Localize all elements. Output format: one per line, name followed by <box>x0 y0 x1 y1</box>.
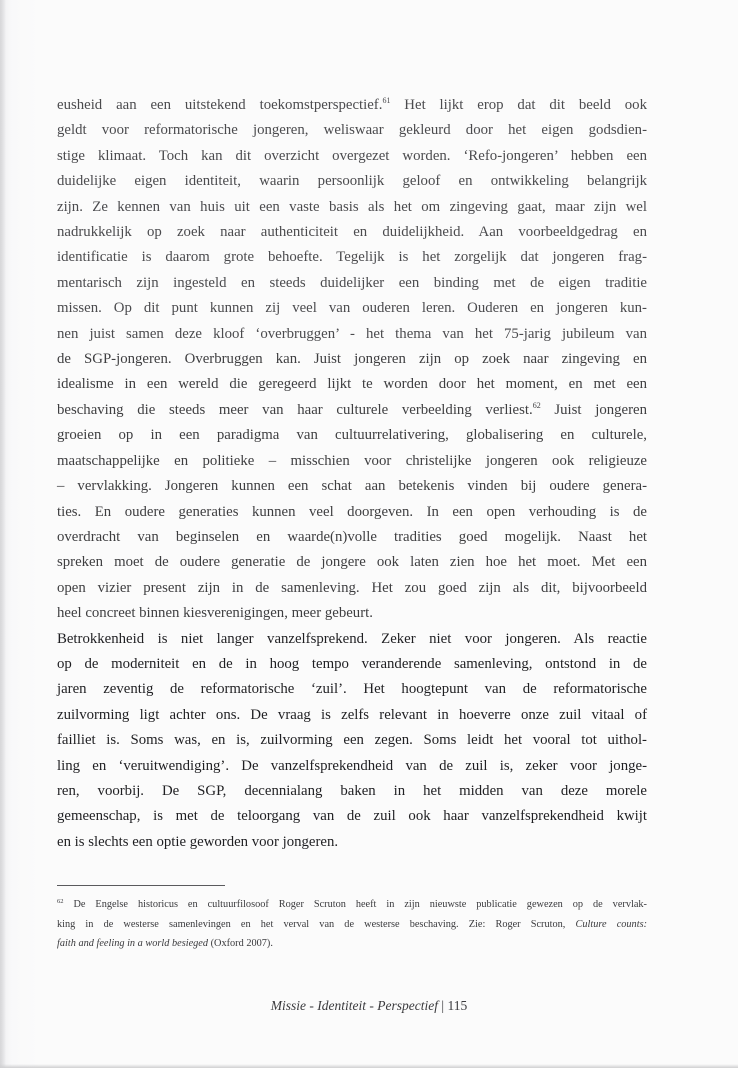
body-line-9: missen. Op dit punt kunnen zij veel van ouderen leren. Ouderen en jongeren kun- <box>57 300 647 317</box>
footnote-divider <box>57 885 225 886</box>
body-line-1: eusheid aan een uitstekend toekomstperspectief.$^{61}$ Het lijkt erop dat dit beeld ook <box>57 96 647 113</box>
body-line-23: op de moderniteit en de in hoog tempo veranderende samenleving, ontstond in de <box>57 655 647 672</box>
page-footer <box>0 998 738 1014</box>
page-number: 115 <box>447 998 468 1013</box>
body-line-7: identificatie is daarom grote behoefte. Tegelijk is het zorgelijk dat jongeren frag- <box>57 249 647 266</box>
body-line-26: failliet is. Soms was, en is, zuilvorming een zegen. Soms leidt het vooral tot uithol- <box>57 732 647 749</box>
body-line-17: ties. En oudere generaties kunnen veel doorgeven. In een open verhouding is de <box>57 503 647 520</box>
body-line-12: idealisme in een wereld die geregeerd lijkt te worden door het moment, en met een <box>57 376 647 393</box>
body-line-10: nen juist samen deze kloof ‘overbruggen’ - het thema van het 75-jarig jubileum van <box>57 325 647 342</box>
body-line-8: mentarisch zijn ingesteld en steeds duidelijker een binding met de eigen traditie <box>57 274 647 291</box>
body-line-14: groeien op in een paradigma van cultuurrelativering, globalisering en culturele, <box>57 427 647 444</box>
body-line-6: nadrukkelijk op zoek naar authenticiteit en duidelijkheid. Aan voorbeeldgedrag en <box>57 224 647 241</box>
body-line-16: – vervlakking. Jongeren kunnen een schat aan betekenis vinden bij oudere genera- <box>57 478 647 495</box>
body-line-18: overdracht van beginselen en waarde(n)volle tradities goed mogelijk. Naast het <box>57 528 647 545</box>
footnote-line-3: faith and feeling in a world besieged (Oxford 2007). <box>57 938 273 949</box>
body-line-19: spreken moet de oudere generatie de jongere ook laten zien hoe het moet. Met een <box>57 554 647 571</box>
body-line-21: heel concreet binnen kiesverenigingen, meer gebeurt. <box>57 605 373 622</box>
running-head: Missie - Identiteit - Perspectief <box>270 998 438 1013</box>
book-title-part-1: Culture counts: <box>575 918 648 930</box>
footnote-line-1: $^{62}$ De Engelse historicus en cultuurfilosoof Roger Scruton heeft in zijn nieuwste publicatie gewezen op de vervlak- <box>57 898 647 910</box>
body-line-29: gemeenschap, is met de teloorgang van de zuil ook haar vanzelfsprekendheid kwijt <box>57 808 647 825</box>
footnote-ref-61: 61 <box>382 96 391 105</box>
body-line-20: open vizier present zijn in de samenleving. Het zou goed zijn als dit, bijvoorbeeld <box>57 579 647 596</box>
body-line-5: zijn. Ze kennen van huis uit een vaste basis als het om zingeving gaat, maar zijn wel <box>57 198 647 215</box>
footnote-line-2: king in de westerse samenlevingen en het verval van de westerse beschaving. Zie: Roger Scruton, Culture counts: <box>57 918 648 930</box>
body-line-30: en is slechts een optie geworden voor jongeren. <box>57 833 339 850</box>
spine-shadow <box>0 0 6 1068</box>
body-line-4: duidelijke eigen identiteit, waarin persoonlijk geloof en ontwikkeling belangrijk <box>57 173 647 190</box>
book-title-part-2: faith and feeling in a world besieged <box>57 938 209 949</box>
body-line-25: zuilvorming ligt achter ons. De vraag is zelfs relevant in hoeverre onze zuil vitaal of <box>57 706 647 723</box>
body-line-24: jaren zeventig de reformatorische ‘zuil’. Het hoogtepunt van de reformatorische <box>57 681 647 698</box>
body-line-13: beschaving die steeds meer van haar culturele verbeelding verliest.$^{62}$ Juist jongeren <box>57 400 647 418</box>
body-line-2: geldt voor reformatorische jongeren, weliswaar gekleurd door het eigen godsdien- <box>57 122 647 139</box>
body-text <box>57 93 647 855</box>
body-line-27: ling en ‘veruitwendiging’. De vanzelfsprekendheid van de zuil is, zeker voor jonge- <box>57 757 647 774</box>
footnote-ref-62: 62 <box>532 400 541 410</box>
bottom-edge-shadow <box>0 1064 738 1068</box>
footnote-62 <box>57 895 647 954</box>
body-line-11: de SGP-jongeren. Overbruggen kan. Juist jongeren zijn op zoek naar zingeving en <box>57 351 647 368</box>
footnote-number: 62 <box>57 898 64 905</box>
body-line-15: maatschappelijke en politieke – misschien voor christelijke jongeren ook religieuze <box>57 452 647 469</box>
footer-separator: | <box>438 998 448 1013</box>
body-line-3: stige klimaat. Toch kan dit overzicht overgezet worden. ‘Refo-jongeren’ hebben een <box>57 147 647 164</box>
body-line-22: Betrokkenheid is niet langer vanzelfsprekend. Zeker niet voor jongeren. Als reactie <box>57 630 647 647</box>
body-line-28: ren, voorbij. De SGP, decennialang baken in het midden van deze morele <box>57 782 647 799</box>
